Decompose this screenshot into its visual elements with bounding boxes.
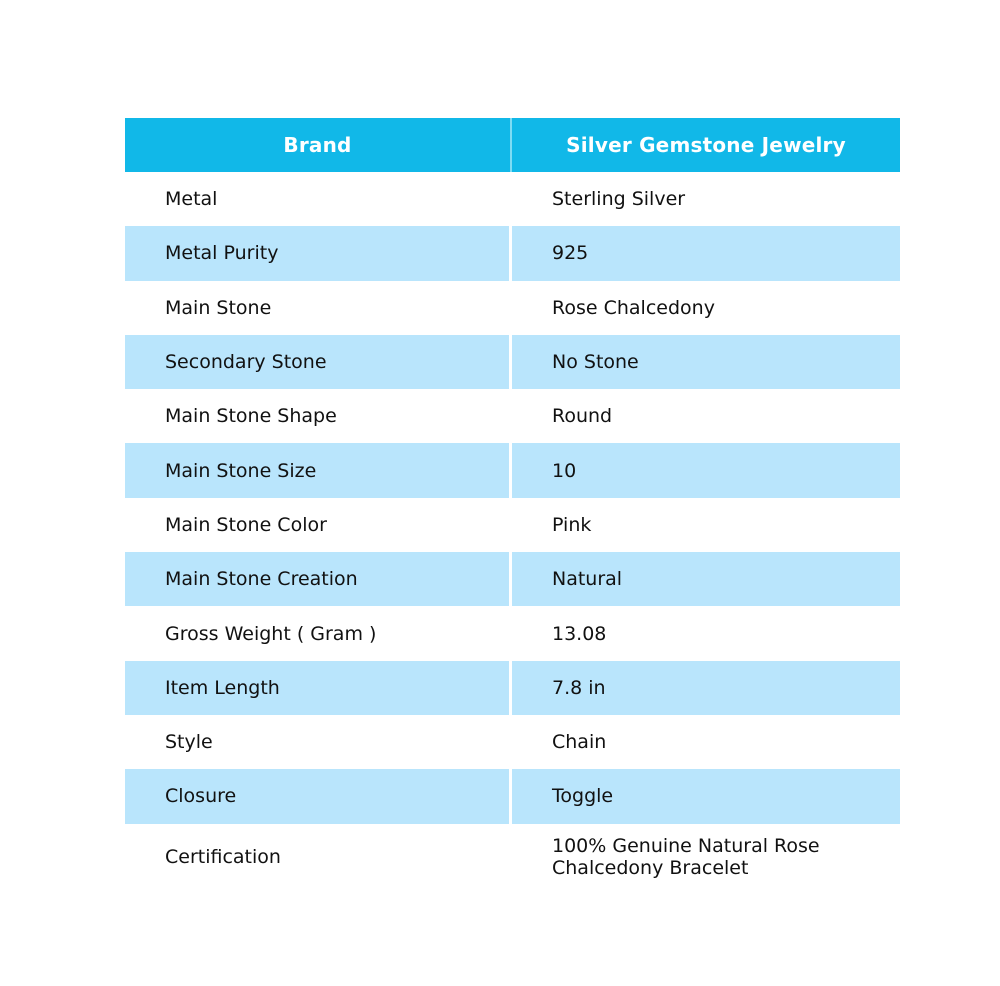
row-label: Metal Purity: [125, 226, 512, 280]
product-spec-table: [125, 118, 900, 891]
row-value: 7.8 in: [552, 676, 606, 699]
table-row: [125, 661, 900, 715]
table-header-row: [125, 118, 900, 172]
header-brand-cell: Brand: [125, 118, 512, 172]
table-row: [125, 281, 900, 335]
row-value: Rose Chalcedony: [552, 296, 715, 319]
row-value: Sterling Silver: [552, 188, 686, 211]
row-value: No Stone: [552, 351, 639, 374]
table-row: [125, 498, 900, 552]
row-label: Main Stone Color: [125, 498, 512, 552]
row-value: 10: [552, 459, 577, 482]
row-value: Round: [552, 405, 613, 428]
row-value: 925: [552, 242, 589, 265]
table-row: [125, 769, 900, 823]
row-value: Natural: [552, 568, 623, 591]
table-row: [125, 335, 900, 389]
row-label: Certification: [125, 824, 512, 891]
row-label: Metal: [125, 172, 512, 226]
row-label: Main Stone Shape: [125, 389, 512, 443]
table-row: [125, 172, 900, 226]
table-row: [125, 443, 900, 497]
row-label: Item Length: [125, 661, 512, 715]
table-row: [125, 552, 900, 606]
row-label: Main Stone: [125, 281, 512, 335]
table-row: [125, 824, 900, 891]
row-value: Pink: [552, 513, 592, 536]
row-label: Gross Weight ( Gram ): [125, 606, 512, 660]
table-row: [125, 715, 900, 769]
row-label: Secondary Stone: [125, 335, 512, 389]
row-value: 13.08: [552, 622, 607, 645]
row-label: Main Stone Size: [125, 443, 512, 497]
row-value: 100% Genuine Natural Rose Chalcedony Bracelet: [552, 834, 820, 880]
table-row: [125, 606, 900, 660]
header-product-name-cell: Silver Gemstone Jewelry: [566, 133, 846, 157]
table-row: [125, 389, 900, 443]
row-value: Toggle: [552, 785, 614, 808]
row-label: Main Stone Creation: [125, 552, 512, 606]
table-row: [125, 226, 900, 280]
row-value: Chain: [552, 731, 607, 754]
row-label: Closure: [125, 769, 512, 823]
row-label: Style: [125, 715, 512, 769]
